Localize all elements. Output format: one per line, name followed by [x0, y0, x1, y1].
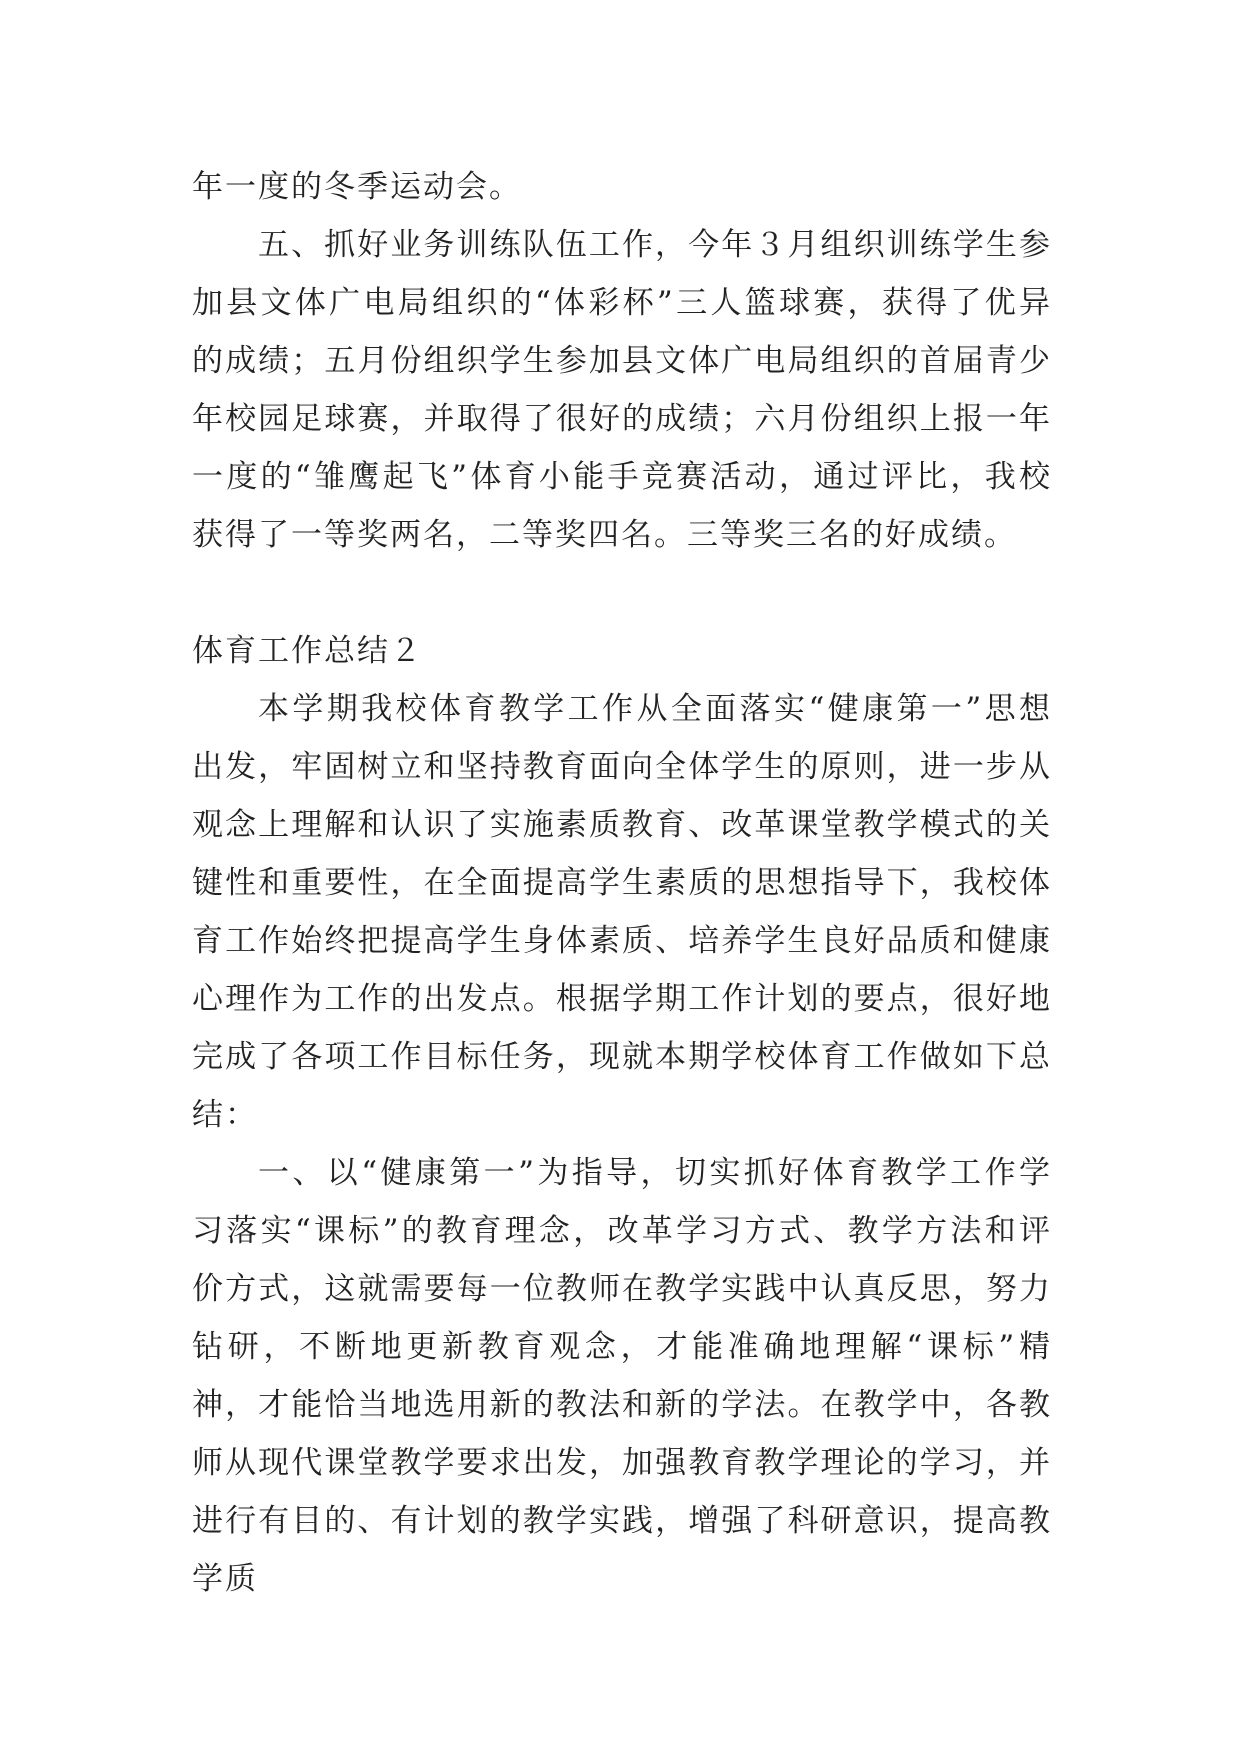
section-heading: 体育工作总结２	[192, 633, 423, 669]
paragraph-training-teams: 五、抓好业务训练队伍工作，今年３月组织训练学生参加县文体广电局组织的“体彩杯”三人篮球赛，获得了优异的成绩；五月份组织学生参加县文体广电局组织的首届青少年校园足球赛，并取得了很好的成绩；六月份组织上报一年一度的“雏鹰起飞”体育小能手竞赛活动，通过评比，我校获得了一等奖两名，二等奖四名。三等奖三名的好成绩。	[192, 227, 1052, 553]
document-body	[192, 158, 1052, 1608]
section-gap	[192, 564, 1052, 622]
paragraph-continuation: 年一度的冬季运动会。	[192, 169, 522, 205]
paragraph-health-first: 一、以“健康第一”为指导，切实抓好体育教学工作学习落实“课标”的教育理念，改革学习方式、教学方法和评价方式，这就需要每一位教师在教学实践中认真反思，努力钻研，不断地更新教育观念，才能准确地理解“课标”精神，才能恰当地选用新的教法和新的学法。在教学中，各教师从现代课堂教学要求出发，加强教育教学理论的学习，并进行有目的、有计划的教学实践，增强了科研意识，提高教学质	[192, 1155, 1052, 1597]
paragraph-semester-summary: 本学期我校体育教学工作从全面落实“健康第一”思想出发，牢固树立和坚持教育面向全体学生的原则，进一步从观念上理解和认识了实施素质教育、改革课堂教学模式的关键性和重要性，在全面提高学生素质的思想指导下，我校体育工作始终把提高学生身体素质、培养学生良好品质和健康心理作为工作的出发点。根据学期工作计划的要点，很好地完成了各项工作目标任务，现就本期学校体育工作做如下总结：	[192, 691, 1052, 1133]
